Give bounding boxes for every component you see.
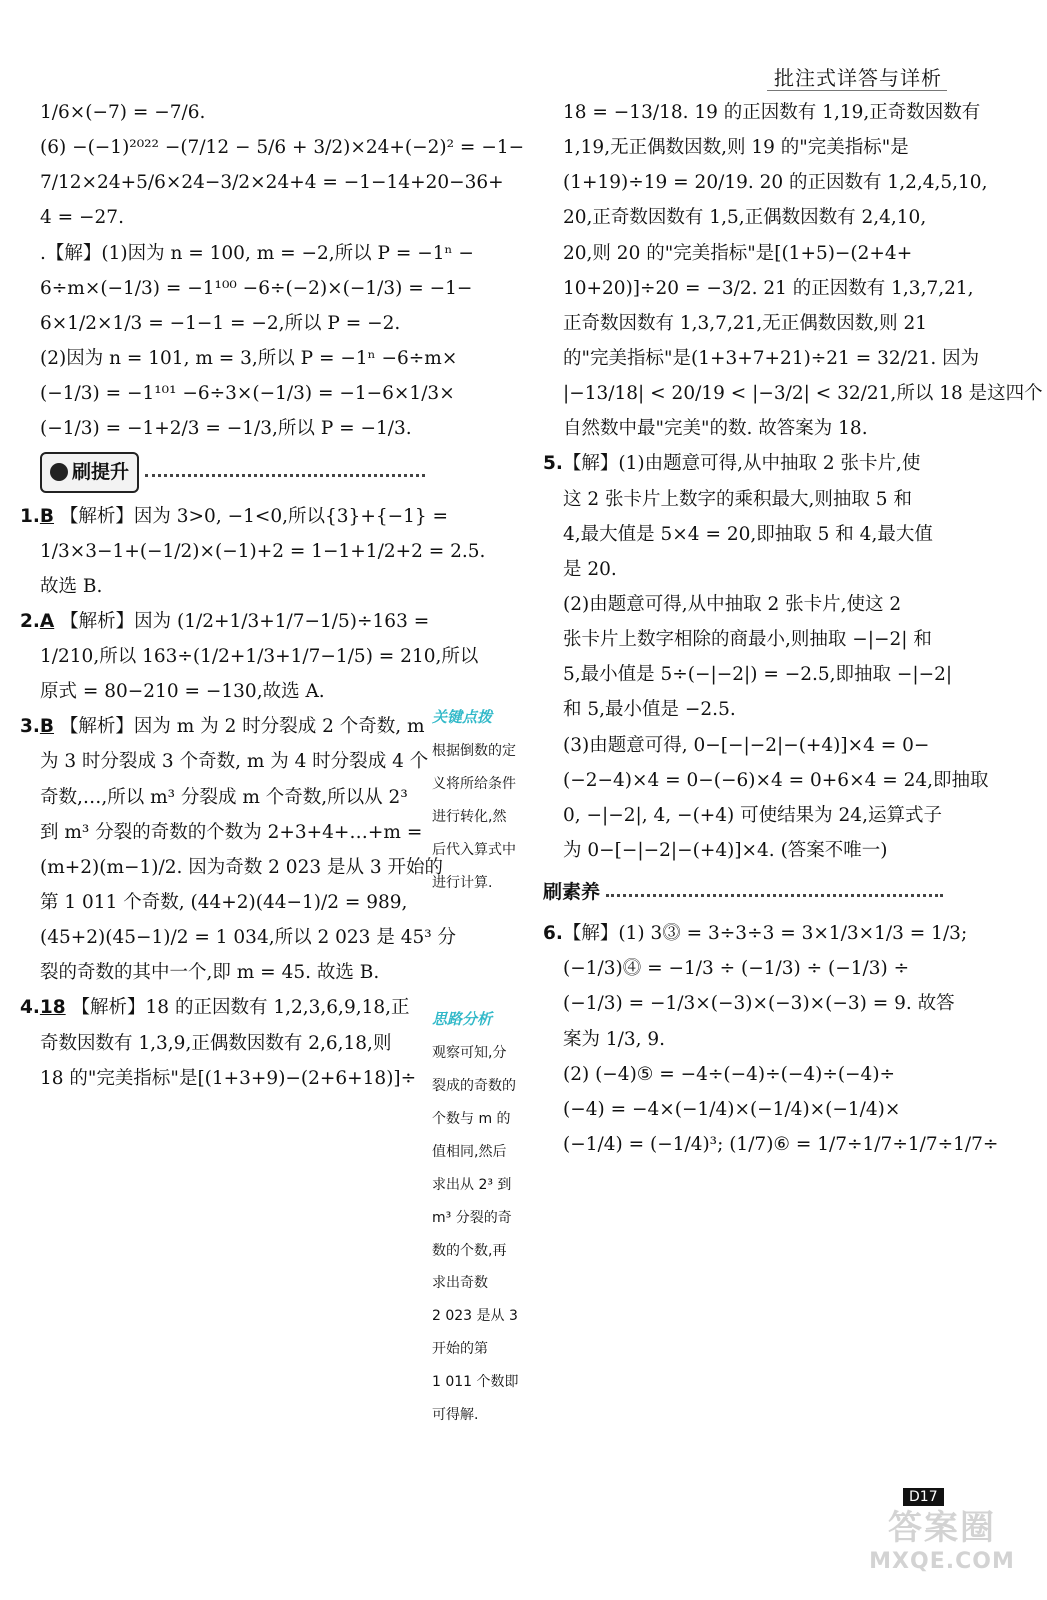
solution-line: (3)由题意可得, 0−[−|−2|−(+4)]×4 = 0− (563, 734, 930, 756)
dotted-divider (145, 474, 425, 477)
problem-item (20, 709, 457, 990)
solution-line: (−1/3) = −1/3×(−3)×(−3)×(−3) = 9. 故答 (563, 993, 955, 1015)
section-badge (40, 452, 139, 492)
side-note-key (432, 700, 534, 900)
side-note-line: 求出奇数 (432, 1275, 488, 1292)
line-text: 【解析】因为 3>0, −1<0,所以{3}+{−1} = (54, 505, 449, 527)
line-text: 【解】(1) 3⓷ = 3÷3÷3 = 3×1/3×1/3 = 1/3; (562, 923, 968, 945)
solution-line: 和 5,最小值是 −2.5. (563, 699, 736, 721)
solution-line: 4,最大值是 5×4 = 20,即抽取 5 和 4,最大值 (563, 523, 933, 545)
side-note-body (432, 735, 534, 899)
solution-line: 故选 B. (40, 575, 103, 597)
solution-line: (2) (−4)⑤ = −4÷(−4)÷(−4)÷(−4)÷ (563, 1063, 896, 1085)
solution-line: 奇数,…,所以 m³ 分裂成 m 个奇数,所以从 2³ (40, 786, 408, 808)
solution-line: 到 m³ 分裂的奇数的个数为 2+3+4+…+m = (40, 821, 423, 843)
solution-line: (1+19)÷19 = 20/19. 20 的正因数有 1,2,4,5,10, (563, 172, 988, 194)
side-note-line: 义将所给条件 (432, 776, 516, 793)
problem-number: 2. (20, 610, 40, 632)
side-note-line: 求出从 2³ 到 (432, 1176, 512, 1193)
solution-line: 1/3×3−1+(−1/2)×(−1)+2 = 1−1+1/2+2 = 2.5. (40, 540, 486, 562)
left-top-block (40, 95, 525, 446)
watermark-url: MXQE.COM (869, 1549, 1015, 1574)
section-label: 刷提升 (72, 461, 130, 484)
problem-number: 6. (543, 923, 563, 945)
problem-answer: B (39, 505, 55, 527)
solution-line: 1,19,无正偶数因数,则 19 的"完美指标"是 (563, 137, 909, 159)
solution-line (20, 990, 425, 1025)
side-note-analysis (432, 1002, 534, 1432)
solution-line: 20,则 20 的"完美指标"是[(1+5)−(2+4+ (563, 242, 913, 264)
side-note-line: 后代入算式中 (432, 841, 516, 858)
solution-line: 20,正奇数因数有 1,5,正偶数因数有 2,4,10, (563, 207, 927, 229)
solution-line: (−2−4)×4 = 0−(−6)×4 = 0+6×4 = 24,即抽取 (563, 769, 989, 791)
solution-line: (−1/3)⓸ = −1/3 ÷ (−1/3) ÷ (−1/3) ÷ (563, 958, 910, 980)
solution-line: (2)由题意可得,从中抽取 2 张卡片,使这 2 (563, 593, 902, 615)
solution-line: 1/6×(−7) = −7/6. (40, 102, 206, 123)
problem-5 (543, 446, 989, 868)
side-note-line: 2 023 是从 3 (432, 1308, 518, 1325)
side-note-line: 数的个数,再 (432, 1242, 507, 1259)
header-rule (767, 90, 947, 91)
side-note-line: 可得解. (432, 1407, 479, 1424)
line-text: 【解】(1)由题意可得,从中抽取 2 张卡片,使 (562, 453, 921, 475)
line-text: 【解析】因为 m 为 2 时分裂成 2 个奇数, m (54, 716, 425, 738)
line-text: 【解析】因为 (1/2+1/3+1/7−1/5)÷163 = (54, 610, 430, 632)
side-note-line: 个数与 m 的 (432, 1111, 511, 1128)
solution-line: 10+20)]÷20 = −3/2. 21 的正因数有 1,3,7,21, (563, 277, 974, 299)
problem-6-lines (543, 916, 999, 1162)
right-continuation (563, 95, 1043, 446)
side-note-line: 根据倒数的定 (432, 743, 516, 760)
solution-line: 1/210,所以 163÷(1/2+1/3+1/7−1/5) = 210,所以 (40, 646, 479, 668)
side-note-line: 1 011 个数即 (432, 1374, 519, 1391)
solution-line: 6×1/2×1/3 = −1−1 = −2,所以 P = −2. (40, 312, 401, 334)
solution-line: 为 0−[−|−2|−(+4)]×4. (答案不唯一) (563, 839, 888, 861)
section-label: 刷素养 (543, 881, 601, 904)
solution-line (543, 446, 943, 481)
problem-number: 5. (543, 453, 563, 475)
solution-line: 张卡片上数字相除的商最小,则抽取 −|−2| 和 (563, 629, 932, 651)
solution-line: 案为 1/3, 9. (563, 1028, 666, 1050)
solution-line: (m+2)(m−1)/2. 因为奇数 2 023 是从 3 开始的 (40, 856, 444, 878)
solution-line: 是 20. (563, 558, 617, 580)
solution-line: 裂的奇数的其中一个,即 m = 45. 故选 B. (40, 962, 380, 984)
solution-line: 自然数中最"完美"的数. 故答案为 18. (563, 418, 868, 440)
section-heading-suyang (543, 874, 943, 910)
problem-number: 1. (20, 505, 40, 527)
solution-line: 为 3 时分裂成 3 个奇数, m 为 4 时分裂成 4 个 (40, 751, 429, 773)
solution-line: 正奇数因数有 1,3,7,21,无正偶数因数,则 21 (563, 312, 928, 334)
problem-item (20, 990, 425, 1095)
problem-5-lines (543, 446, 989, 868)
problem-answer: 18 (39, 997, 66, 1019)
watermark-text: 答案圈 (888, 1508, 996, 1548)
ball-icon (50, 463, 68, 481)
side-note-title: 思路分析 (432, 1010, 493, 1028)
solution-line: |−13/18| < 20/19 < |−3/2| < 32/21,所以 18 是这四个 (563, 383, 1043, 405)
solution-line (20, 604, 430, 639)
solution-line: 6÷m×(−1/3) = −1¹⁰⁰ −6÷(−2)×(−1/3) = −1− (40, 277, 473, 299)
solution-line: (2)因为 n = 101, m = 3,所以 P = −1ⁿ −6÷m× (40, 347, 458, 369)
side-note-line: 进行转化,然 (432, 809, 507, 826)
solution-line: .【解】(1)因为 n = 100, m = −2,所以 P = −1ⁿ − (40, 242, 474, 264)
page-number-badge: D17 (903, 1488, 944, 1506)
solution-line: 原式 = 80−210 = −130,故选 A. (40, 681, 325, 703)
solution-line: 这 2 张卡片上数字的乘积最大,则抽取 5 和 (563, 488, 912, 510)
side-note-line: 开始的第 (432, 1341, 488, 1358)
solution-line: 第 1 011 个奇数, (44+2)(44−1)/2 = 989, (40, 892, 408, 914)
solution-line: 4 = −27. (40, 207, 124, 229)
solution-line: (−1/4) = (−1/4)³; (1/7)⑥ = 1/7÷1/7÷1/7÷1/7÷ (563, 1134, 999, 1156)
solution-line (543, 916, 968, 951)
solution-line: 7/12×24+5/6×24−3/2×24+4 = −1−14+20−36+ (40, 172, 504, 194)
solution-line: 奇数因数有 1,3,9,正偶数因数有 2,6,18,则 (40, 1032, 392, 1054)
problem-item (20, 499, 486, 604)
side-note-line: 观察可知,分 (432, 1045, 507, 1062)
side-note-title: 关键点拨 (432, 708, 493, 726)
solution-line: (−4) = −4×(−1/4)×(−1/4)×(−1/4)× (563, 1098, 901, 1120)
side-note-line: 值相同,然后 (432, 1143, 507, 1160)
problem-answer: B (39, 716, 55, 738)
solution-line: (6) −(−1)²⁰²² −(7/12 − 5/6 + 3/2)×24+(−2)² = −1− (40, 137, 525, 159)
side-note-body (432, 1037, 534, 1432)
solution-line: (−1/3) = −1¹⁰¹ −6÷3×(−1/3) = −1−6×1/3× (40, 383, 455, 405)
problem-6 (543, 916, 999, 1162)
solution-line: 的"完美指标"是(1+3+7+21)÷21 = 32/21. 因为 (563, 347, 980, 369)
problem-item (20, 604, 479, 709)
page-header: 批注式详答与详析 (774, 66, 942, 90)
solution-line: 5,最小值是 5÷(−|−2|) = −2.5,即抽取 −|−2| (563, 664, 953, 686)
side-note-line: m³ 分裂的奇 (432, 1209, 512, 1226)
solution-line (20, 499, 449, 534)
solution-line: 18 = −13/18. 19 的正因数有 1,19,正奇数因数有 (563, 102, 981, 123)
solution-line: 0, −|−2|, 4, −(+4) 可使结果为 24,运算式子 (563, 804, 942, 826)
section-heading-tisheng (40, 452, 425, 492)
solution-line: 18 的"完美指标"是[(1+3+9)−(2+6+18)]÷ (40, 1067, 417, 1089)
side-note-line: 裂成的奇数的 (432, 1078, 516, 1095)
problem-number: 3. (20, 716, 40, 738)
solution-line (20, 709, 425, 744)
solution-line: (45+2)(45−1)/2 = 1 034,所以 2 023 是 45³ 分 (40, 927, 457, 949)
dotted-divider (606, 894, 943, 897)
solution-line: (−1/3) = −1+2/3 = −1/3,所以 P = −1/3. (40, 418, 412, 440)
watermark-logo (867, 1500, 1017, 1590)
problem-number: 4. (20, 997, 40, 1019)
line-text: 【解析】18 的正因数有 1,2,3,6,9,18,正 (65, 997, 410, 1019)
problem-answer: A (39, 610, 55, 632)
side-note-line: 进行计算. (432, 874, 493, 891)
right-column (543, 95, 1043, 1162)
